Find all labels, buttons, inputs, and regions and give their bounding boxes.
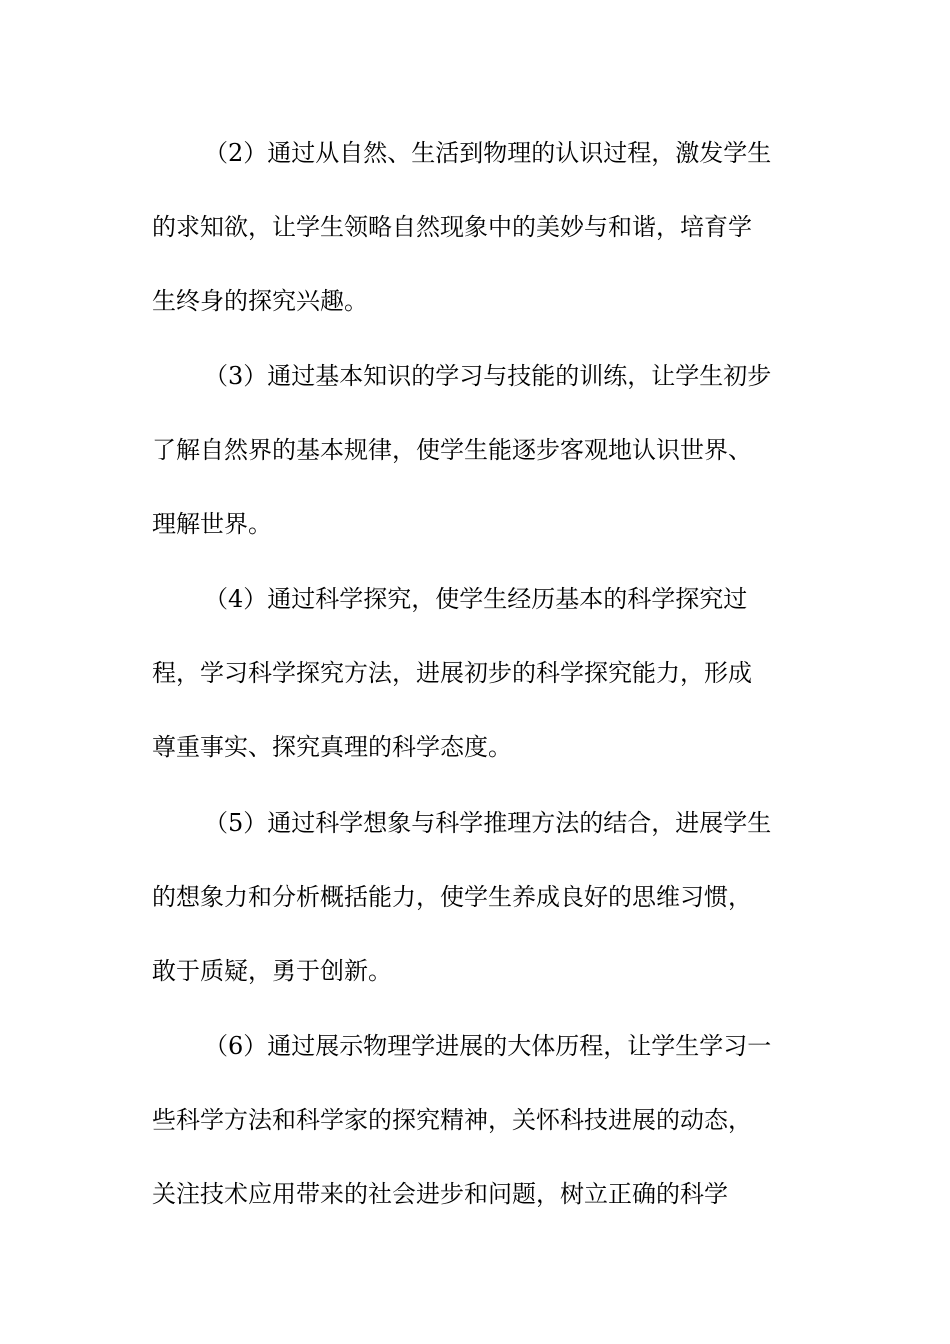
paragraph-line: 的想象力和分析概括能力，使学生养成良好的思维习惯， xyxy=(152,883,752,911)
paragraph-line: 生终身的探究兴趣。 xyxy=(152,287,368,315)
paragraph-objective-6 xyxy=(152,1009,812,1231)
paragraph-line: 些科学方法和科学家的探究精神，关怀科技进展的动态， xyxy=(152,1106,752,1134)
paragraph-line: 理解世界。 xyxy=(152,510,272,538)
paragraph-line: （4）通过科学探究，使学生经历基本的科学探究过 xyxy=(204,585,748,613)
paragraph-line: 了解自然界的基本规律，使学生能逐步客观地认识世界、 xyxy=(152,436,752,464)
paragraph-line: 尊重事实、探究真理的科学态度。 xyxy=(152,733,512,761)
paragraph-objective-3 xyxy=(152,339,812,561)
paragraph-line: 敢于质疑，勇于创新。 xyxy=(152,957,392,985)
paragraph-objective-5 xyxy=(152,786,812,1008)
paragraph-line: （5）通过科学想象与科学推理方法的结合，进展学生 xyxy=(204,809,772,837)
paragraph-objective-4 xyxy=(152,562,812,784)
paragraph-line: （3）通过基本知识的学习与技能的训练，让学生初步 xyxy=(204,362,772,390)
paragraph-objective-2 xyxy=(152,116,812,338)
paragraph-line: 的求知欲，让学生领略自然现象中的美妙与和谐，培育学 xyxy=(152,213,752,241)
paragraph-line: 程，学习科学探究方法，进展初步的科学探究能力，形成 xyxy=(152,659,752,687)
paragraph-line: 关注技术应用带来的社会进步和问题，树立正确的科学 xyxy=(152,1180,728,1208)
paragraph-line: （6）通过展示物理学进展的大体历程，让学生学习一 xyxy=(204,1032,772,1060)
paragraph-line: （2）通过从自然、生活到物理的认识过程，激发学生 xyxy=(204,139,772,167)
